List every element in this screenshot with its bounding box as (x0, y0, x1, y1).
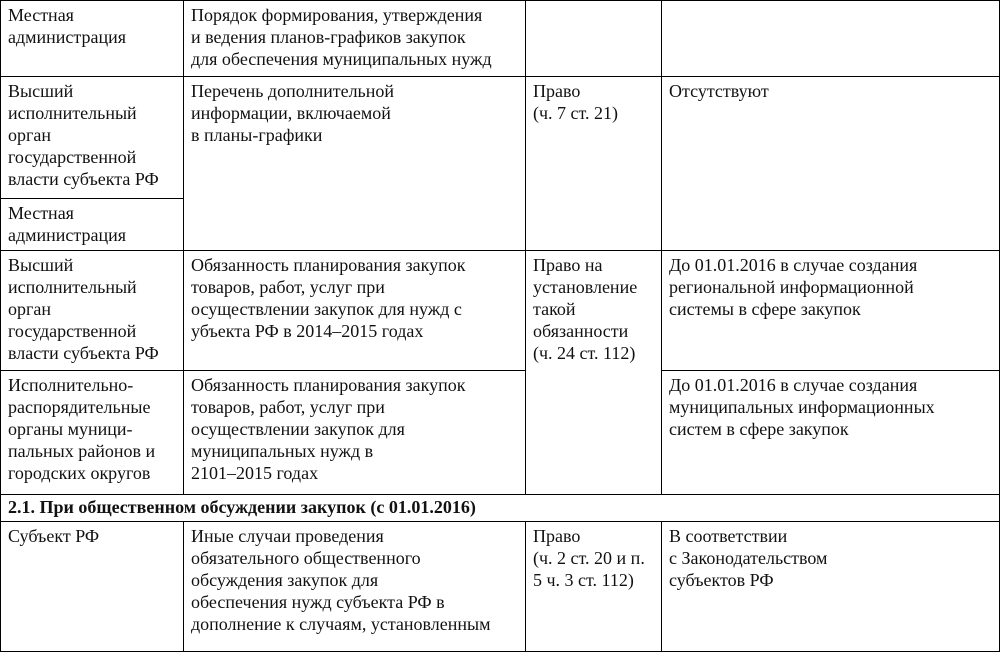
matter-cell: Перечень дополнительной информации, включаемой в планы-графики (184, 77, 526, 251)
right-type-cell: Право (ч. 7 ст. 21) (526, 77, 662, 251)
right-type-cell (526, 1, 662, 77)
condition-cell: В соответствии с Законодательством субъектов РФ (662, 522, 1000, 652)
right-type-cell: Право на установление такой обязанности (ч. 24 ст. 112) (526, 251, 662, 495)
matter-cell: Обязанность планирования закупок товаров, работ, услуг при осуществлении закупок для муниципальных нужд в 2101–2015 годах (184, 371, 526, 495)
subject-cell: Местная администрация (1, 199, 184, 251)
table-row (1, 371, 1000, 495)
matter-cell: Иные случаи проведения обязательного общественного обсуждения закупок для обеспечения нужд субъекта РФ в дополнение к случаям, установленным (184, 522, 526, 652)
condition-cell: До 01.01.2016 в случае создания муниципальных информационных систем в сфере закупок (662, 371, 1000, 495)
table-row (1, 522, 1000, 652)
matter-cell: Обязанность планирования закупок товаров, работ, услуг при осуществлении закупок для нужд с убъекта РФ в 2014–2015 годах (184, 251, 526, 371)
table-row (1, 1, 1000, 77)
subject-cell: Исполнительно- распорядительные органы муници- пальных районов и городских округов (1, 371, 184, 495)
subject-cell: Субъект РФ (1, 522, 184, 652)
right-type-cell: Право (ч. 2 ст. 20 и п. 5 ч. 3 ст. 112) (526, 522, 662, 652)
matter-cell: Порядок формирования, утверждения и ведения планов-графиков закупок для обеспечения муниципальных нужд (184, 1, 526, 77)
subject-cell: Высший исполнительный орган государственной власти субъекта РФ (1, 77, 184, 199)
condition-cell (662, 1, 1000, 77)
subject-cell: Высший исполнительный орган государственной власти субъекта РФ (1, 251, 184, 371)
subject-cell: Местная администрация (1, 1, 184, 77)
condition-cell: До 01.01.2016 в случае создания региональной информационной системы в сфере закупок (662, 251, 1000, 371)
table-row (1, 77, 1000, 199)
section-heading: 2.1. При общественном обсуждении закупок (с 01.01.2016) (1, 495, 1000, 522)
table-row (1, 251, 1000, 371)
section-row (1, 495, 1000, 522)
condition-cell: Отсутствуют (662, 77, 1000, 251)
